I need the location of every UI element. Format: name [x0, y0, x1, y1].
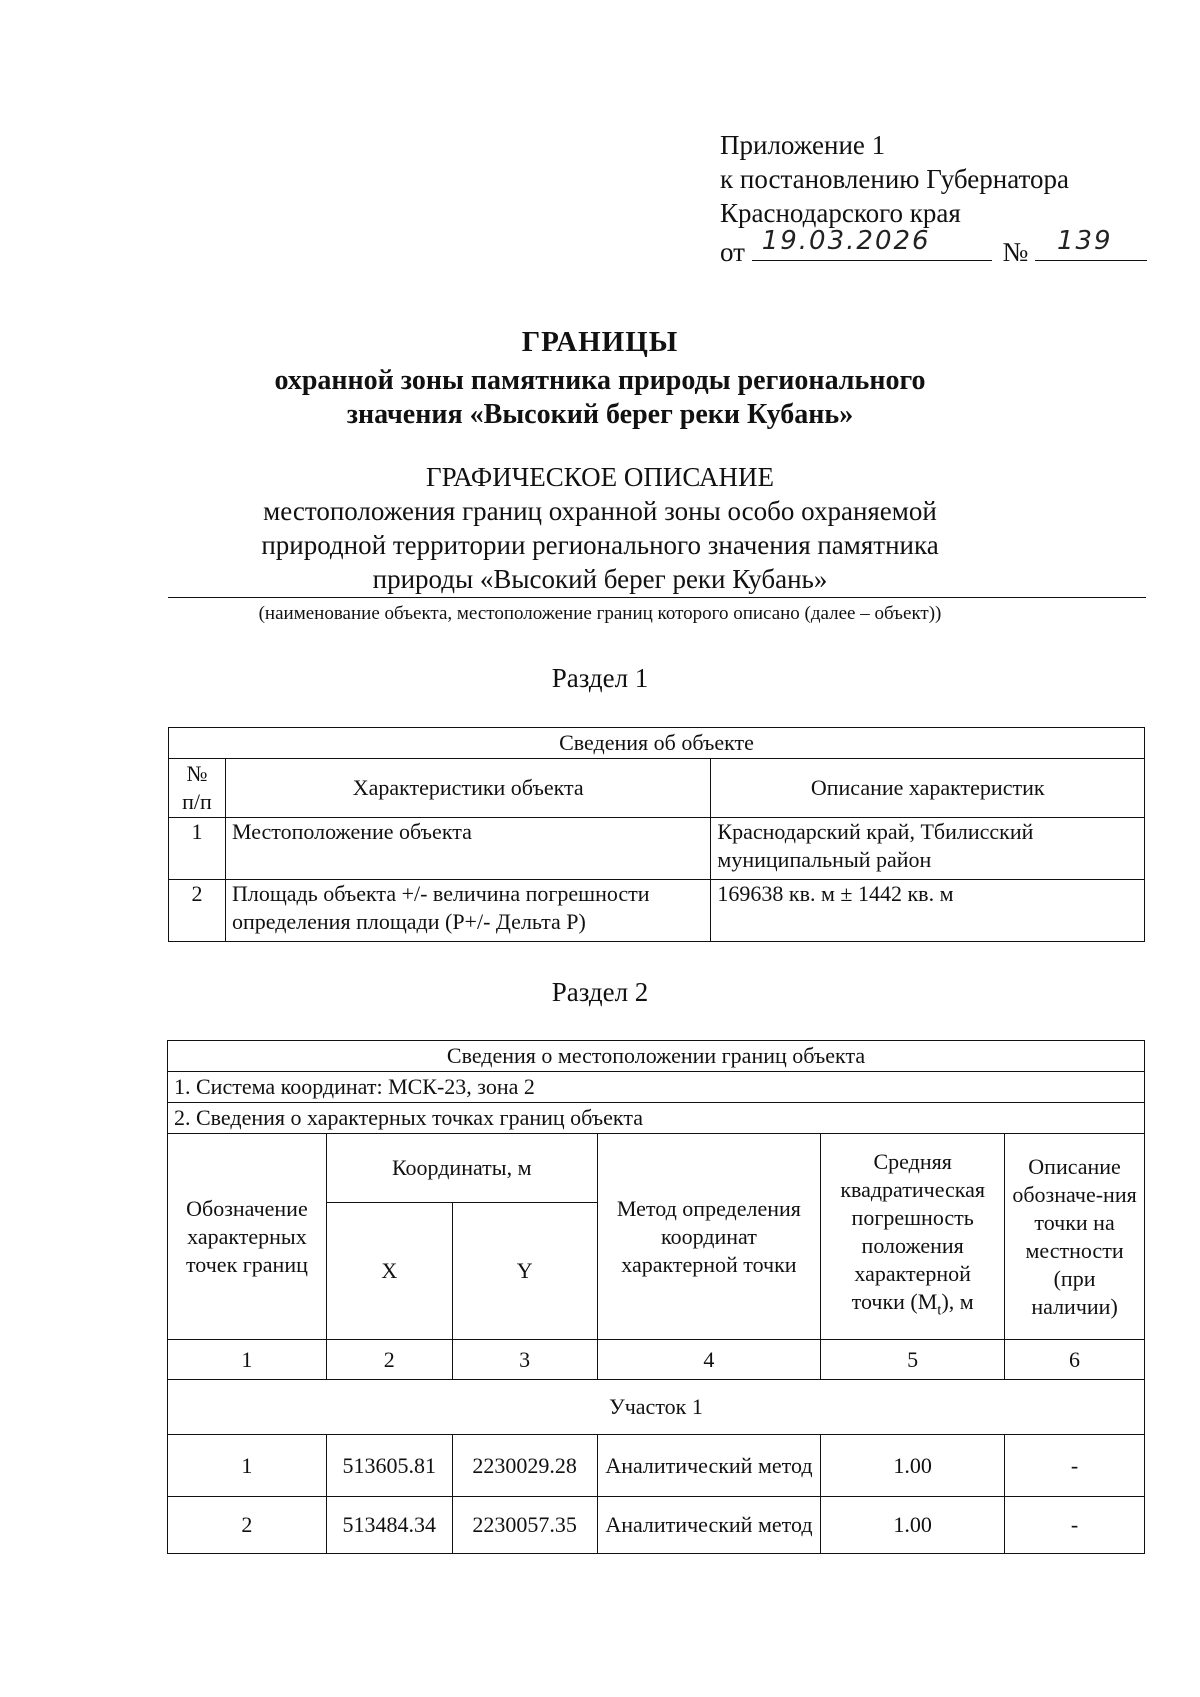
date-blank [752, 226, 992, 261]
document-heading: ГРАНИЦЫ [521, 326, 679, 358]
header-point-description: Описание обозначе-ния точки на местности (при наличии) [1005, 1134, 1145, 1340]
section-2-title: Раздел 2 [551, 977, 649, 1007]
point-error: 1.00 [821, 1497, 1005, 1554]
point-id: 1 [168, 1435, 327, 1497]
header-error-sub: t [937, 1302, 942, 1319]
graphic-line-1: местоположения границ охранной зоны особо охраняемой [263, 496, 937, 526]
header-coords: Координаты, м [326, 1134, 597, 1203]
header-error-text: Средняя квадратическая погрешность положения характерной точки (M [840, 1149, 986, 1315]
header-characteristic: Характеристики объекта [225, 759, 710, 818]
graphic-underline [168, 597, 1146, 598]
boundary-points-table [167, 1040, 1145, 1554]
coord-system: 1. Система координат: МСК-23, зона 2 [168, 1072, 1145, 1103]
document-subtitle-2: значения «Высокий берег реки Кубань» [346, 399, 854, 430]
col-number: 4 [597, 1340, 821, 1380]
row-1-characteristic: Местоположение объекта [225, 818, 710, 880]
col-number: 5 [821, 1340, 1005, 1380]
graphic-caption: (наименование объекта, местоположение границ которого описано (далее – объект)) [258, 603, 942, 624]
col-number: 1 [168, 1340, 327, 1380]
boundary-table-title: Сведения о местоположении границ объекта [168, 1041, 1145, 1072]
header-num: № п/п [169, 759, 226, 818]
header-y: Y [452, 1203, 597, 1340]
table-row [168, 1435, 1145, 1497]
object-info-title: Сведения об объекте [169, 728, 1145, 759]
row-1-description: Краснодарский край, Тбилисский муниципальный район [711, 818, 1145, 880]
handwritten-date: 19.03.2026 [761, 226, 931, 256]
point-description: - [1005, 1435, 1145, 1497]
col-number: 2 [326, 1340, 452, 1380]
table-row [168, 1497, 1145, 1554]
number-blank [1035, 226, 1147, 261]
header-x: X [326, 1203, 452, 1340]
appendix-line-1: Приложение 1 [720, 130, 886, 160]
header-error-end: ), м [941, 1289, 974, 1315]
appendix-line-3: Краснодарского края [720, 198, 961, 228]
plot-label: Участок 1 [168, 1380, 1145, 1435]
section-1-title: Раздел 1 [551, 663, 649, 693]
points-title: 2. Сведения о характерных точках границ объекта [168, 1103, 1145, 1134]
header-designation: Обозначение характерных точек границ [168, 1134, 327, 1340]
point-x: 513605.81 [326, 1435, 452, 1497]
point-y: 2230029.28 [452, 1435, 597, 1497]
row-2-characteristic: Площадь объекта +/- величина погрешности определения площади (P+/- Дельта P) [225, 880, 710, 942]
point-description: - [1005, 1497, 1145, 1554]
point-y: 2230057.35 [452, 1497, 597, 1554]
graphic-line-3: природы «Высокий берег реки Кубань» [372, 564, 828, 594]
header-description: Описание характеристик [711, 759, 1145, 818]
header-error [821, 1134, 1005, 1340]
document-subtitle-1: охранной зоны памятника природы регионального [274, 365, 926, 396]
point-method: Аналитический метод [597, 1497, 821, 1554]
from-label: от [720, 237, 745, 267]
row-1-num: 1 [169, 818, 226, 880]
handwritten-number: 139 [1056, 226, 1113, 256]
row-2-description: 169638 кв. м ± 1442 кв. м [711, 880, 1145, 942]
appendix-date-line [720, 226, 1147, 269]
appendix-block [720, 128, 1147, 269]
point-id: 2 [168, 1497, 327, 1554]
number-label: № [1002, 237, 1029, 267]
point-error: 1.00 [821, 1435, 1005, 1497]
point-method: Аналитический метод [597, 1435, 821, 1497]
header-method: Метод определения координат характерной точки [597, 1134, 821, 1340]
row-2-num: 2 [169, 880, 226, 942]
appendix-line-2: к постановлению Губернатора [720, 164, 1069, 194]
col-number: 6 [1005, 1340, 1145, 1380]
graphic-line-2: природной территории регионального значения памятника [261, 530, 939, 560]
object-info-table [168, 727, 1145, 942]
col-number: 3 [452, 1340, 597, 1380]
graphic-heading: ГРАФИЧЕСКОЕ ОПИСАНИЕ [425, 462, 775, 492]
point-x: 513484.34 [326, 1497, 452, 1554]
